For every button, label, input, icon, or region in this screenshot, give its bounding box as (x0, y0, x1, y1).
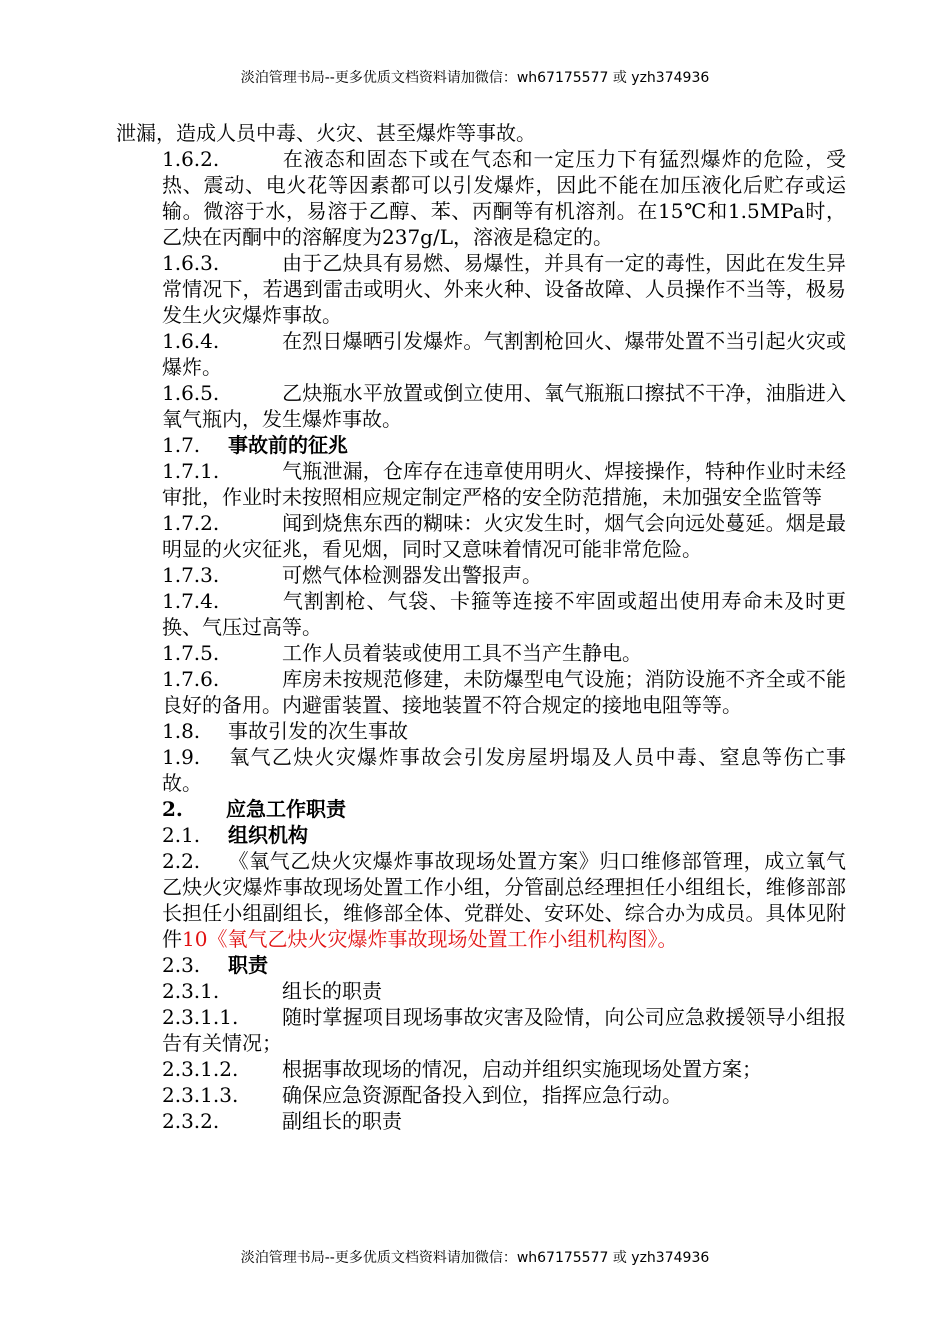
paragraph-2-3-1-1 (116, 1004, 846, 1056)
heading-number: 1.7. (162, 433, 201, 457)
paragraph-number: 1.7.2. (162, 511, 220, 535)
paragraph-1-6-4 (116, 328, 846, 380)
paragraph-text: 库房未按规范修建，未防爆型电气设施；消防设施不齐全或不能良好的备用。内避雷装置、接地装置不符合规定的接地电阻等等。 (162, 667, 846, 717)
paragraph-2-3-2 (116, 1108, 846, 1134)
paragraph-2-3-1-3 (116, 1082, 846, 1108)
document-body (116, 120, 846, 1134)
page-header: 淡泊管理书局--更多优质文档资料请加微信：wh67175577 或 yzh374936 (240, 70, 710, 86)
appendix-reference: 10《氧气乙炔火灾爆炸事故现场处置工作小组机构图》。 (182, 927, 678, 951)
heading-text: 职责 (228, 953, 268, 977)
paragraph-text: 在烈日爆晒引发爆炸。气割割枪回火、爆带处置不当引起火灾或爆炸。 (162, 329, 846, 379)
paragraph-number: 1.8. (162, 719, 201, 743)
paragraph-2-3-1-2 (116, 1056, 846, 1082)
paragraph-1-6-5 (116, 380, 846, 432)
paragraph-text: 工作人员着装或使用工具不当产生静电。 (282, 641, 642, 665)
paragraph-number: 1.6.3. (162, 251, 220, 275)
paragraph-text: 可燃气体检测器发出警报声。 (282, 563, 542, 587)
paragraph-number: 2.3.1.1. (162, 1005, 239, 1029)
paragraph-2-3-1 (116, 978, 846, 1004)
paragraph-text: 氧气乙炔火灾爆炸事故会引发房屋坍塌及人员中毒、窒息等伤亡事故。 (162, 745, 846, 795)
paragraph-number: 2.3.1. (162, 979, 220, 1003)
paragraph-1-7-6 (116, 666, 846, 718)
heading-text: 应急工作职责 (226, 797, 346, 821)
paragraph-number: 2.2. (162, 849, 201, 873)
paragraph-number: 1.7.3. (162, 563, 220, 587)
paragraph-number: 1.7.1. (162, 459, 220, 483)
paragraph-1-6-2 (116, 146, 846, 250)
paragraph-number: 1.7.5. (162, 641, 220, 665)
paragraph-1-7-4 (116, 588, 846, 640)
paragraph-text: 气割割枪、气袋、卡箍等连接不牢固或超出使用寿命未及时更换、气压过高等。 (162, 589, 846, 639)
paragraph-text: 闻到烧焦东西的糊味：火灾发生时，烟气会向远处蔓延。烟是最明显的火灾征兆，看见烟，同时又意味着情况可能非常危险。 (162, 511, 846, 561)
paragraph-continuation (116, 120, 846, 146)
paragraph-text: 乙炔瓶水平放置或倒立使用、氧气瓶瓶口擦拭不干净，油脂进入氧气瓶内，发生爆炸事故。 (162, 381, 846, 431)
heading-number: 2.3. (162, 953, 201, 977)
paragraph-1-7-2 (116, 510, 846, 562)
paragraph-2-2 (116, 848, 846, 952)
paragraph-text: 在液态和固态下或在气态和一定压力下有猛烈爆炸的危险，受热、震动、电火花等因素都可以引发爆炸，因此不能在加压液化后贮存或运输。微溶于水，易溶于乙醇、苯、丙酮等有机溶剂。在15℃和1.5MPa时，乙炔在丙酮中的溶解度为237g/L，溶液是稳定的。 (162, 147, 846, 249)
paragraph-1-8 (116, 718, 846, 744)
paragraph-text: 确保应急资源配备投入到位，指挥应急行动。 (282, 1083, 682, 1107)
paragraph-text: 副组长的职责 (282, 1109, 402, 1133)
paragraph-text: 由于乙炔具有易燃、易爆性，并具有一定的毒性，因此在发生异常情况下，若遇到雷击或明火、外来火种、设备故障、人员操作不当等，极易发生火灾爆炸事故。 (162, 251, 846, 327)
paragraph-text: 气瓶泄漏，仓库存在违章使用明火、焊接操作，特种作业时未经审批，作业时未按照相应规定制定严格的安全防范措施，未加强安全监管等 (162, 459, 846, 509)
heading-text: 事故前的征兆 (228, 433, 348, 457)
heading-number: 2. (162, 797, 183, 821)
paragraph-number: 1.9. (162, 745, 201, 769)
heading-2-3 (116, 952, 846, 978)
paragraph-number: 2.3.1.3. (162, 1083, 239, 1107)
page-footer: 淡泊管理书局--更多优质文档资料请加微信：wh67175577 或 yzh374936 (240, 1250, 710, 1266)
paragraph-number: 1.6.2. (162, 147, 220, 171)
heading-2 (116, 796, 846, 822)
paragraph-text: 根据事故现场的情况，启动并组织实施现场处置方案； (282, 1057, 762, 1081)
paragraph-text: 泄漏，造成人员中毒、火灾、甚至爆炸等事故。 (116, 121, 536, 145)
heading-1-7 (116, 432, 846, 458)
paragraph-number: 1.7.6. (162, 667, 220, 691)
paragraph-text: 组长的职责 (282, 979, 382, 1003)
paragraph-number: 1.7.4. (162, 589, 220, 613)
paragraph-1-9 (116, 744, 846, 796)
paragraph-text: 随时掌握项目现场事故灾害及险情，向公司应急救援领导小组报告有关情况； (162, 1005, 846, 1055)
heading-2-1 (116, 822, 846, 848)
paragraph-1-7-3 (116, 562, 846, 588)
paragraph-number: 1.6.4. (162, 329, 220, 353)
paragraph-1-6-3 (116, 250, 846, 328)
paragraph-1-7-5 (116, 640, 846, 666)
paragraph-number: 2.3.1.2. (162, 1057, 239, 1081)
heading-number: 2.1. (162, 823, 201, 847)
paragraph-1-7-1 (116, 458, 846, 510)
heading-text: 组织机构 (228, 823, 308, 847)
paragraph-text: 《氧气乙炔火灾爆炸事故现场处置方案》归口维修部管理，成立氧气乙炔火灾爆炸事故现场处置工作小组，分管副总经理担任小组组长，维修部部长担任小组副组长，维修部全体、党群处、安环处、综合办为成员。具体见附件 (162, 849, 846, 951)
paragraph-text: 事故引发的次生事故 (228, 719, 408, 743)
paragraph-number: 2.3.2. (162, 1109, 220, 1133)
paragraph-number: 1.6.5. (162, 381, 220, 405)
